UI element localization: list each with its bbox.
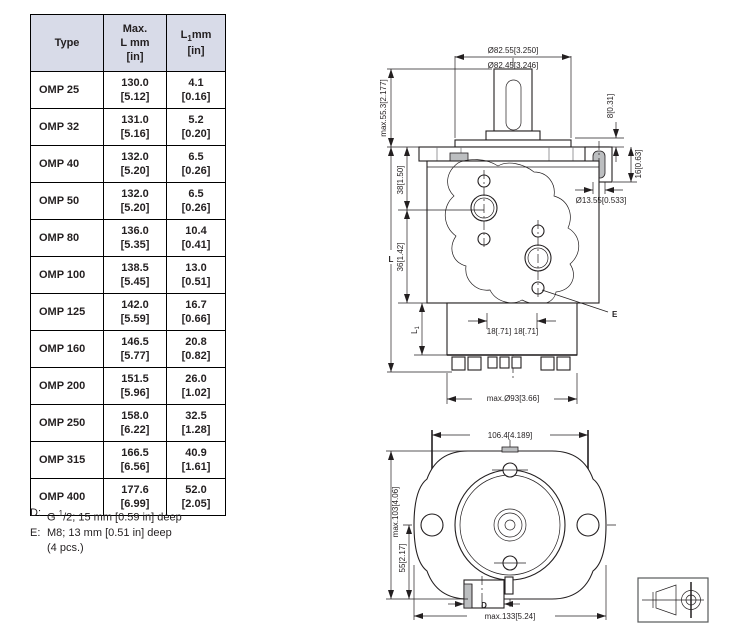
header-type: Type [31,15,104,72]
max-l-cell: 138.5 [5.45] [104,257,167,294]
max-l-cell: 132.0 [5.20] [104,183,167,220]
dim-max-width: max.133[5.24] [484,612,536,621]
motor-type-cell: OMP 400 [31,479,104,516]
flange-section-fill [450,153,468,161]
motor-type-cell: OMP 80 [31,220,104,257]
max-l-cell: 146.5 [5.77] [104,331,167,368]
max-l-cell: 158.0 [6.22] [104,405,167,442]
l1-cell: 6.5 [0.26] [167,146,226,183]
header-l1-line2: [in] [187,45,205,58]
dim-pilot-diameter-upper: Ø82.55[3.250] [487,46,539,55]
motor-type-cell: OMP 315 [31,442,104,479]
side-view [379,46,643,404]
port-slot [505,577,513,594]
max-l-cell: 130.0 [5.12] [104,72,167,109]
flange-key-tab [502,447,518,452]
l1-cell: 6.5 [0.26] [167,183,226,220]
header-l1-line1: $L_1mm$ [180,28,212,43]
max-l-cell: 131.0 [5.16] [104,109,167,146]
l1-cell: 5.2 [0.20] [167,109,226,146]
bottom-view [386,429,617,621]
dim-bolt-hole-diameter: Ø13.55[0.533] [575,196,627,205]
output-shaft [494,69,532,131]
motor-type-cell: OMP 25 [31,72,104,109]
dim-L1-label: $L_1$ [410,326,421,334]
e-label: E [612,310,618,319]
max-l-cell: 177.6 [6.99] [104,479,167,516]
dim-8: 8[0.31] [606,93,615,119]
dim-38: 38[1.50] [396,165,405,195]
l1-cell: 4.1 [0.16] [167,72,226,109]
dim-L-label: L [388,255,394,264]
l1-cell: 32.5 [1.28] [167,405,226,442]
pilot-boss [455,140,571,147]
dim-shaft-height: max.55.3[2.177] [379,79,388,137]
max-l-cell: 151.5 [5.96] [104,368,167,405]
header-max-l-line3: [in] [126,51,144,64]
mounting-flange [419,147,609,161]
motor-type-cell: OMP 50 [31,183,104,220]
motor-type-cell: OMP 40 [31,146,104,183]
l1-cell: 40.9 [1.61] [167,442,226,479]
l1-cell: 52.0 [2.05] [167,479,226,516]
note-e-label: E: [30,526,41,539]
note-d-label: D: [30,507,41,519]
dim-max-height: max.103[4.06] [391,486,400,538]
dim-port-left: 18[.71] [486,327,512,336]
projection-symbol-icon [638,578,708,622]
motor-type-cell: OMP 32 [31,109,104,146]
l1-cell: 20.8 [0.82] [167,331,226,368]
note-e2-text: (4 pcs.) [47,541,84,554]
l1-cell: 26.0 [1.02] [167,368,226,405]
max-l-cell: 142.0 [5.59] [104,294,167,331]
left-bolt-hole [421,514,443,536]
dim-pilot-diameter-lower: Ø82.45[3.246] [487,61,539,70]
motor-type-cell: OMP 125 [31,294,104,331]
lower-body [447,303,577,355]
l1-cell: 10.4 [0.41] [167,220,226,257]
motor-type-cell: OMP 100 [31,257,104,294]
max-l-cell: 132.0 [5.20] [104,146,167,183]
max-l-cell: 166.5 [6.56] [104,442,167,479]
l1-cell: 16.7 [0.66] [167,294,226,331]
motor-type-cell: OMP 160 [31,331,104,368]
max-l-cell: 136.0 [5.35] [104,220,167,257]
dim-16: 16[0.63] [634,149,643,179]
motor-type-cell: OMP 250 [31,405,104,442]
motor-type-cell: OMP 200 [31,368,104,405]
shaft-collar [486,131,540,140]
note-d-text: G $^1$/2; 15 mm [0.59 in] deep [47,509,182,524]
dim-max-body-diameter: max.Ø93[3.66] [486,394,540,403]
header-max-l-line2: L mm [120,36,150,49]
right-bolt-hole [577,514,599,536]
dim-bolt-spacing: 106.4[4.189] [487,431,533,440]
note-e-text: M8; 13 mm [0.51 in] deep [47,526,172,539]
dim-port-right: 18[.71] [513,327,539,336]
d-label: D [481,601,487,610]
header-max-l-line1: Max. [122,22,148,35]
l1-cell: 13.0 [0.51] [167,257,226,294]
dim-36: 36[1.42] [396,242,405,272]
dim-55: 55[2.17] [398,543,407,573]
